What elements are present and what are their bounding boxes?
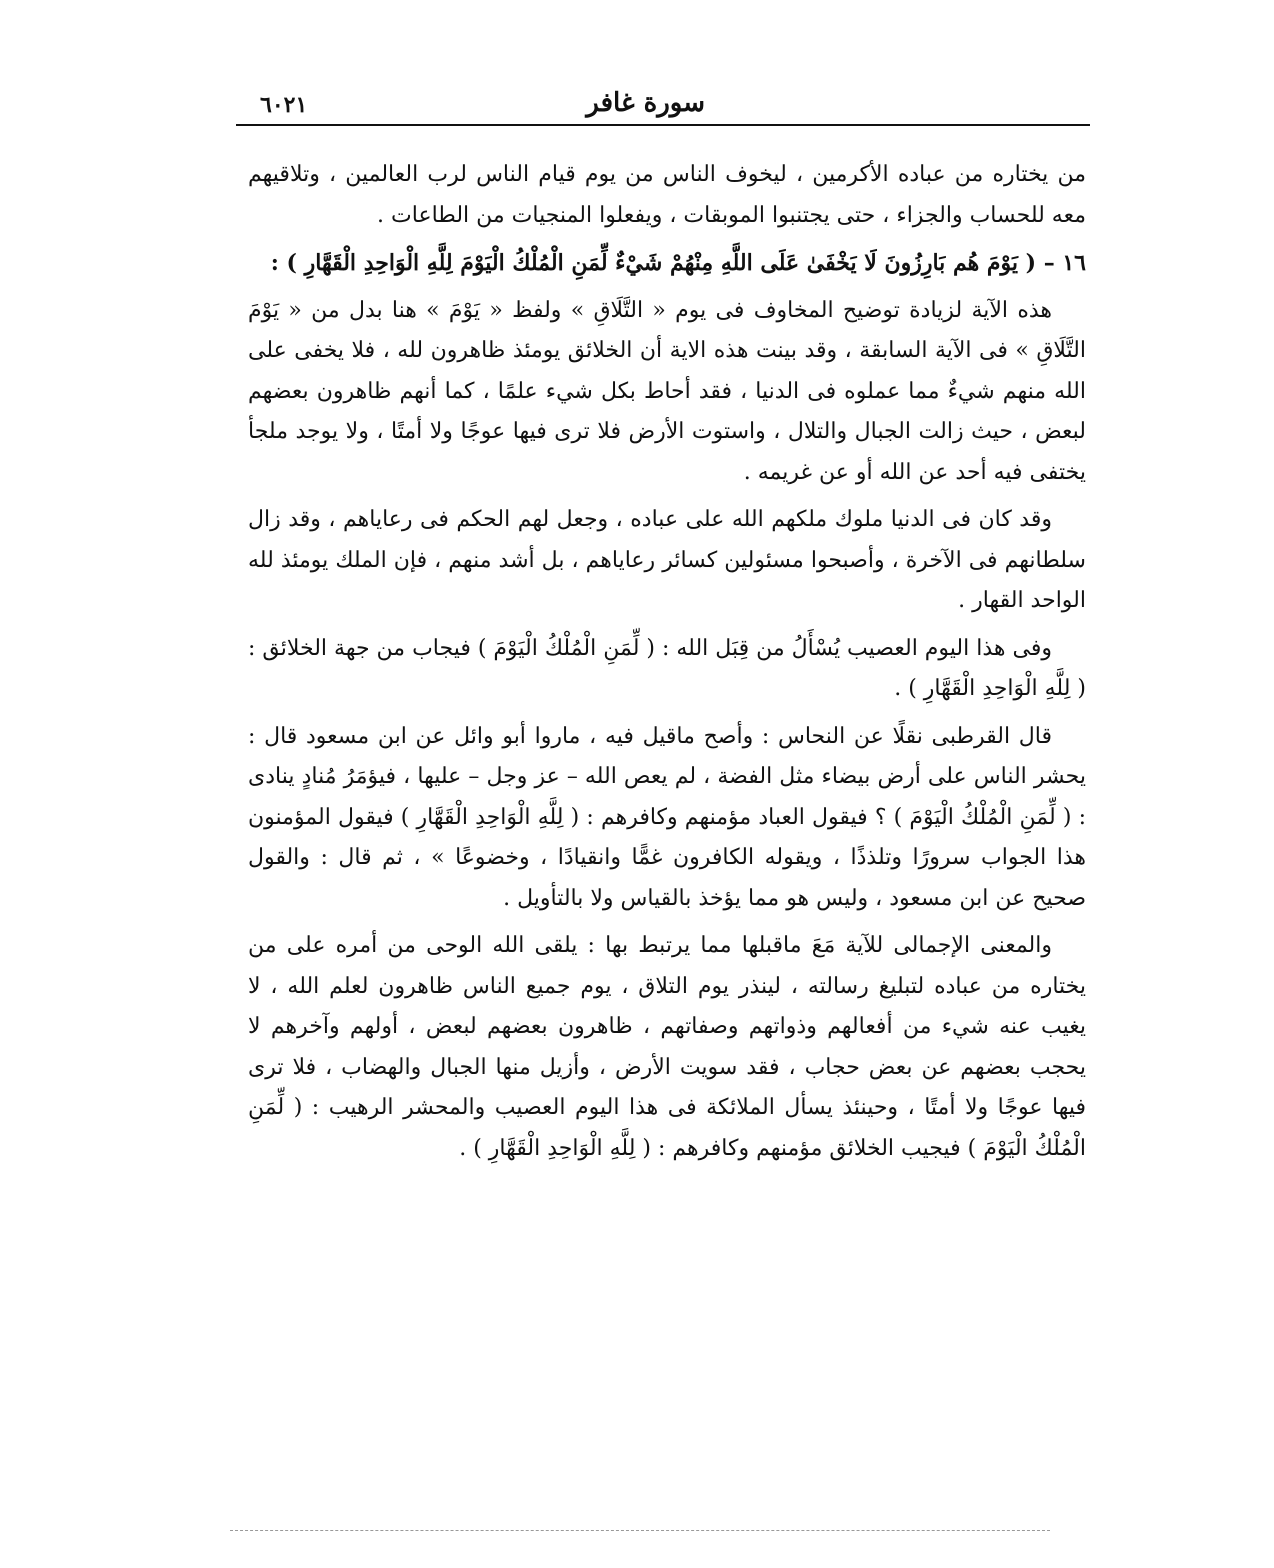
footer-divider	[230, 1530, 1050, 1531]
body-text	[248, 155, 1086, 1176]
paragraph: وفى هذا اليوم العصيب يُسْأَلُ من قِبَل الله : ( لِّمَنِ الْمُلْكُ الْيَوْمَ ) فيجاب من جهة الخلائق : ( لِلَّهِ الْوَاحِدِ الْقَهَّارِ ) .	[248, 635, 1086, 701]
paragraph: هذه الآية لزيادة توضيح المخاوف فى يوم « التَّلَاقِ » ولفظ « يَوْمَ » هنا بدل من « يَوْمَ التَّلَاقِ » فى الآية السابقة ، وقد بينت هذه الاية أن الخلائق يومئذ ظاهرون لله ، فلا يخفى على الله منهم شيءٌ مما عملوه فى الدنيا ، فقد أحاط بكل شيء علمًا ، كما أنهم ظاهرون بعضهم لبعض ، حيث زالت الجبال والتلال ، واستوت الأرض فلا ترى فيها عوجًا ولا أمتًا ، ولا يوجد ملجأ يختفى فيه أحد عن الله أو عن غريمه .	[248, 297, 1086, 485]
paragraph: وقد كان فى الدنيا ملوك ملكهم الله على عباده ، وجعل لهم الحكم فى رعاياهم ، وقد زال سلطانهم فى الآخرة ، وأصبحوا مسئولين كسائر رعاياهم ، بل أشد منهم ، فإن الملك يومئذ لله الواحد القهار .	[248, 507, 1086, 613]
verse-heading: ١٦ – ( يَوْمَ هُم بَارِزُونَ لَا يَخْفَىٰ عَلَى اللَّهِ مِنْهُمْ شَيْءٌ لِّمَنِ الْمُلْكُ الْيَوْمَ لِلَّهِ الْوَاحِدِ الْقَهَّارِ ) :	[270, 250, 1086, 276]
header-divider	[236, 124, 1090, 126]
paragraph: قال القرطبى نقلًا عن النحاس : وأصح ماقيل فيه ، ماروا أبو وائل عن ابن مسعود قال : يحشر الناس على أرض بيضاء مثل الفضة ، لم يعص الله – عز وجل – عليها ، فيؤمَرُ مُنادٍ ينادى : ( لِّمَنِ الْمُلْكُ الْيَوْمَ ) ؟ فيقول العباد مؤمنهم وكافرهم : ( لِلَّهِ الْوَاحِدِ الْقَهَّارِ ) فيقول المؤمنون هذا الجواب سرورًا وتلذذًا ، ويقوله الكافرون غمًّا وانقيادًا ، وخضوعًا » ، ثم قال : والقول صحيح عن ابن مسعود ، وليس هو مما يؤخذ بالقياس ولا بالتأويل .	[248, 723, 1086, 911]
page-header	[238, 82, 1090, 122]
paragraph: والمعنى الإجمالى للآية مَعَ ماقبلها مما يرتبط بها : يلقى الله الوحى من أمره على من يختاره من عباده لتبليغ رسالته ، لينذر يوم التلاق ، يوم جميع الناس ظاهرون لعلم الله ، لا يغيب عنه شيء من أفعالهم وذواتهم وصفاتهم ، ظاهرون بعضهم لبعض ، أولهم وآخرهم لا يحجب بعضهم عن بعض حجاب ، فقد سويت الأرض ، وأزيل منها الجبال والهضاب ، فلا ترى فيها عوجًا ولا أمتًا ، وحينئذ يسأل الملائكة فى هذا اليوم العصيب والمحشر الرهيب : ( لِّمَنِ الْمُلْكُ الْيَوْمَ ) فيجيب الخلائق مؤمنهم وكافرهم : ( لِلَّهِ الْوَاحِدِ الْقَهَّارِ ) .	[248, 933, 1086, 1161]
surah-title: سورة غافر	[586, 88, 705, 118]
paragraph-continuation: من يختاره من عباده الأكرمين ، ليخوف الناس من يوم قيام الناس لرب العالمين ، وتلاقيهم معه للحساب والجزاء ، حتى يجتنبوا الموبقات ، ويفعلوا المنجيات من الطاعات .	[248, 162, 1086, 228]
page-number: ٦٠٢١	[260, 92, 308, 118]
